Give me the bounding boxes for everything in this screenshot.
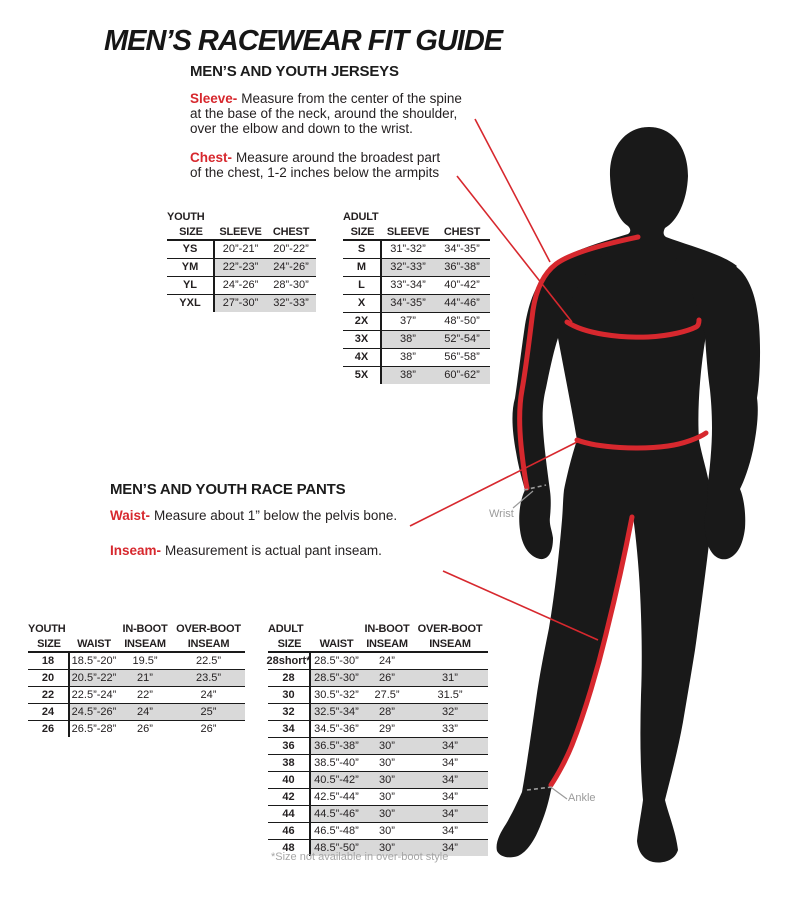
table-cell: 25” [172,704,245,720]
table-header-cell: ADULT [268,623,304,635]
table-cell: 20 [28,670,70,686]
table-header-cell: WAIST [77,637,111,650]
table-header-cell [382,210,434,225]
table-cell: 28” [362,704,412,720]
table-cell: YS [167,241,215,258]
chest-term: Chest- [190,150,233,165]
table-cell: 26” [200,722,217,735]
table-row [268,653,488,670]
table-row [343,349,490,367]
table-cell: 29” [379,722,395,735]
sleeve-instruction [190,92,510,137]
table-row [167,277,316,295]
table-header-cell: WAIST [319,637,354,650]
table-cell: 20”-21” [222,243,259,255]
table-row [343,331,490,349]
table-cell: 22.5”-24” [71,688,117,701]
table-cell: 44”-46” [434,295,490,312]
table-cell: 52”-54” [434,331,490,348]
table-header-cell: CHEST [443,225,481,238]
table-row [167,241,316,259]
youth-jerseys-size-table [167,210,316,312]
table-header-cell [311,622,362,637]
table-row [268,806,488,823]
table-row [268,704,488,721]
table-row [343,277,490,295]
table-row [268,823,488,840]
waist-text-line: Measure about 1” below the pelvis bone. [154,508,398,523]
table-cell: 27”-30” [215,295,266,312]
table-row [343,295,490,313]
table-cell: 3X [343,331,382,348]
table-cell: YXL [167,295,215,312]
table-header-cell: CHEST [272,225,310,238]
table-cell: 28”-30” [273,279,309,291]
table-row [268,772,488,789]
sleeve-text-line: over the elbow and down to the wrist. [190,120,413,136]
table-cell: 18.5”-20” [71,654,117,667]
sleeve-text-line: at the base of the neck, around the shoulder, [190,105,458,121]
table-cell: 44.5”-46” [311,806,362,822]
table-cell [412,653,488,669]
chest-text-line: of the chest, 1-2 inches below the armpits [190,164,440,180]
table-cell: 34” [442,756,458,769]
table-header-cell: INSEAM [124,637,166,650]
wrist-label: Wrist [489,508,514,520]
table-cell: 38.5”-40” [314,756,359,769]
table-row [268,738,488,755]
table-header-cell: YOUTH [28,623,66,635]
table-cell: M [343,259,382,276]
table-cell: 22” [137,688,153,701]
table-cell: 32” [412,704,488,720]
table-row [268,789,488,806]
table-row [343,313,490,331]
table-cell: 21” [118,670,172,686]
table-header-cell: OVER-BOOT [176,623,241,635]
table-header-cell: ADULT [343,211,379,223]
adult-pants-size-table [268,622,488,856]
table-cell: 32 [268,704,311,720]
youth-pants-size-table [28,622,245,737]
pants-section-heading: MEN’S AND YOUTH RACE PANTS [110,481,346,498]
chest-text-line: Measure around the broadest part [236,150,441,165]
table-header-row [28,622,245,637]
jerseys-section-heading: MEN’S AND YOUTH JERSEYS [190,63,399,80]
table-cell: 46.5”-48” [314,824,359,837]
table-cell: 34”-35” [444,243,480,255]
table-cell: YM [167,259,215,276]
table-cell: 2X [343,313,382,330]
table-cell: 32.5”-34” [311,704,362,720]
table-cell: 34” [412,840,488,856]
table-cell: 26” [137,722,153,735]
table-header-row [28,637,245,653]
table-cell: 24.5”-26” [70,704,118,720]
table-cell: 33”-34” [390,279,426,291]
table-cell: 44 [268,806,311,822]
table-header-cell [70,622,118,637]
table-cell: 36 [268,738,311,754]
table-header-cell: SIZE [350,225,375,238]
sleeve-term: Sleeve- [190,91,238,106]
table-cell: 34 [268,721,311,737]
table-cell: 60”-62” [434,367,490,384]
table-row [268,687,488,704]
page-title: MEN’S RACEWEAR FIT GUIDE [104,25,503,57]
table-cell: 34” [412,738,488,754]
adult-jerseys-size-table [343,210,490,384]
table-header-row [268,637,488,653]
table-header-cell: YOUTH [167,211,205,223]
table-cell: X [343,295,382,312]
table-cell: 26” [362,670,412,686]
table-cell: 30” [362,772,412,788]
table-header-cell: INSEAM [366,637,408,650]
table-row [28,721,245,737]
table-cell: 26.5”-28” [71,722,117,735]
table-cell: 38” [382,331,434,348]
table-cell: 18 [28,653,70,669]
table-cell: 34” [442,824,458,837]
table-cell: 22.5” [195,654,222,667]
table-cell: 36”-38” [434,259,490,276]
table-row [167,259,316,277]
table-cell: 24”-26” [222,279,259,291]
table-cell: 24” [379,654,395,667]
table-row [268,670,488,687]
table-header-cell [215,210,266,225]
table-cell: 24”-26” [266,259,316,276]
table-cell: 42.5”-44” [314,790,359,803]
table-cell: 48 [268,840,311,856]
table-header-cell: SLEEVE [386,225,430,238]
table-header-cell: SLEEVE [219,225,262,238]
table-cell: 42 [268,789,311,805]
table-cell: 34” [442,790,458,803]
table-cell: 4X [343,349,382,366]
table-cell: 24” [118,704,172,720]
table-cell: 24 [28,704,70,720]
table-cell: 31.5” [437,688,463,701]
table-cell: 24” [200,688,217,701]
table-cell: 33” [442,722,458,735]
table-cell: 48”-50” [444,315,480,327]
table-cell: 48.5”-50” [311,840,362,856]
ankle-pointer-line [552,788,567,799]
table-row [343,241,490,259]
table-cell: 30.5”-32” [314,688,359,701]
table-cell: 34” [412,772,488,788]
table-cell: 40”-42” [444,279,480,291]
table-row [28,704,245,721]
table-cell: 28.5”-30” [314,654,359,667]
table-cell: 20”-22” [273,243,309,255]
waist-instruction [110,509,397,524]
table-header-row [268,622,488,637]
table-cell: 30” [362,840,412,856]
table-cell: 56”-58” [444,351,480,363]
table-header-cell: INSEAM [187,637,230,650]
table-cell: 40 [268,772,311,788]
table-header-row [343,225,490,241]
table-cell: 30” [379,824,395,837]
table-cell: 30 [268,687,311,703]
table-cell: 28short* [268,653,311,669]
table-header-cell: INSEAM [429,637,471,650]
table-cell: 40.5”-42” [311,772,362,788]
inseam-term: Inseam- [110,543,162,558]
table-row [28,670,245,687]
table-cell: 46 [268,823,311,839]
table-header-cell: OVER-BOOT [417,623,483,635]
table-cell: 34.5”-36” [314,722,359,735]
table-row [268,755,488,772]
ankle-label: Ankle [568,792,596,804]
table-cell: 38 [268,755,311,771]
table-row [343,259,490,277]
table-cell: 30” [362,806,412,822]
table-cell: 32”-33” [266,295,316,312]
table-header-cell [266,210,316,225]
table-header-cell: SIZE [277,637,302,650]
waist-term: Waist- [110,508,150,523]
table-cell: S [343,241,382,258]
table-header-row [167,225,316,241]
table-cell: 26 [28,721,70,737]
table-cell: 34”-35” [382,295,434,312]
table-cell: 20.5”-22” [70,670,118,686]
table-cell: 36.5”-38” [311,738,362,754]
table-cell: 31”-32” [390,243,426,255]
table-header-cell: SIZE [179,225,203,238]
table-cell: 30” [379,790,395,803]
table-header-row [343,210,490,225]
table-cell: 28.5”-30” [311,670,362,686]
table-cell: 19.5” [132,654,158,667]
table-cell: 34” [412,806,488,822]
chest-instruction [190,151,510,181]
inseam-text-line: Measurement is actual pant inseam. [165,543,382,558]
table-cell: 37” [400,315,416,327]
table-cell: 27.5” [374,688,400,701]
table-row [28,687,245,704]
over-boot-footnote: *Size not available in over-boot style [271,851,449,863]
table-header-cell: IN-BOOT [364,623,410,635]
table-cell: 32”-33” [382,259,434,276]
table-header-cell: IN-BOOT [122,623,168,635]
table-cell: 30” [362,738,412,754]
table-cell: 38” [400,351,416,363]
table-header-cell: SIZE [37,637,61,650]
table-cell: 5X [343,367,382,384]
table-cell: 38” [382,367,434,384]
table-cell: 22”-23” [215,259,266,276]
table-cell: 22 [28,687,70,703]
table-header-row [167,210,316,225]
table-cell: 28 [268,670,311,686]
sleeve-text-line: Measure from the center of the spine [241,91,462,106]
table-header-cell [434,210,490,225]
table-cell: 31” [412,670,488,686]
table-cell: 30” [379,756,395,769]
table-cell: L [343,277,382,294]
table-cell: 23.5” [172,670,245,686]
inseam-instruction [110,544,382,559]
table-row [28,653,245,670]
table-row [343,367,490,384]
table-row [167,295,316,312]
table-cell: YL [167,277,215,294]
table-row [268,721,488,738]
